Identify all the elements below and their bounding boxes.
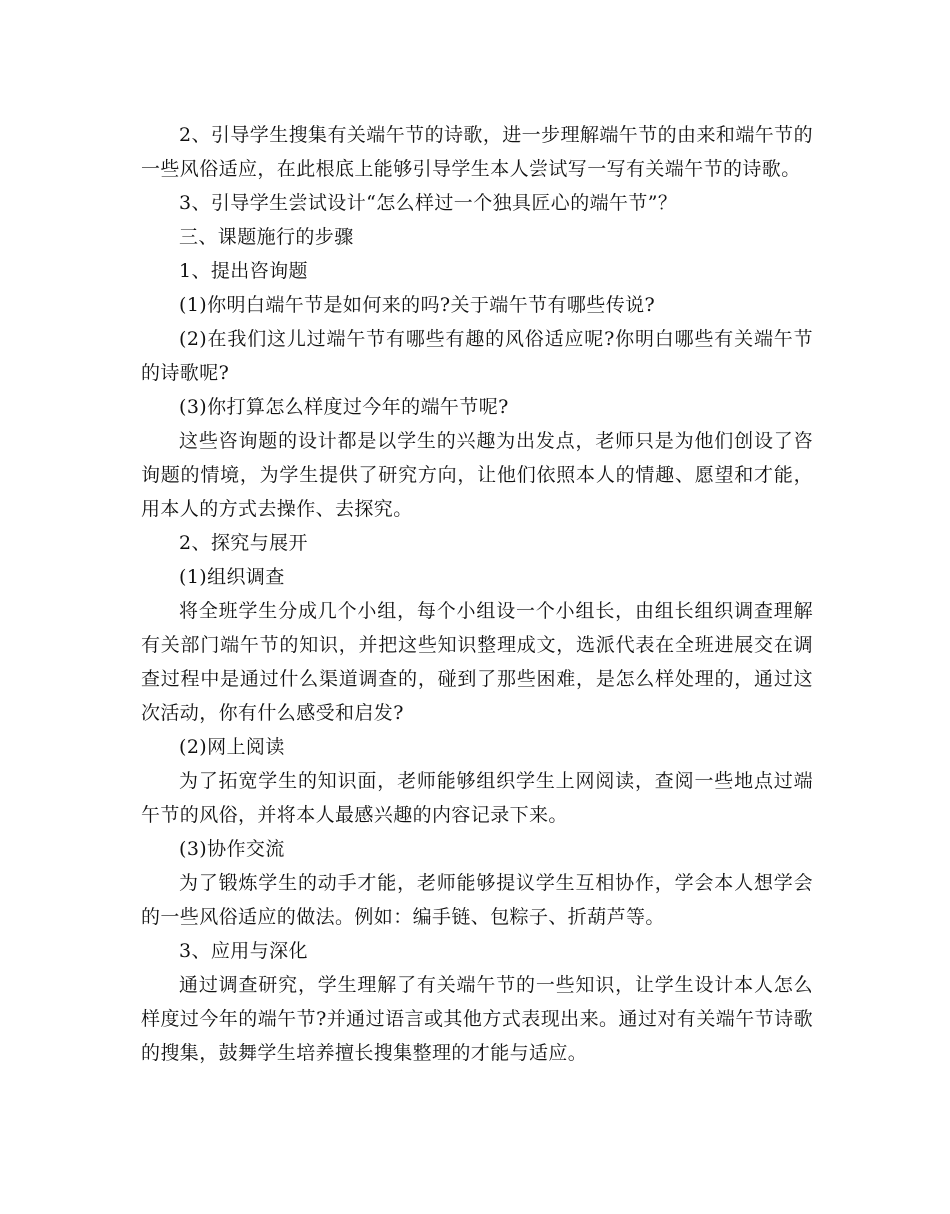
paragraph-item-3: 3、引导学生尝试设计“怎么样过一个独具匠心的端午节”？: [179, 192, 678, 214]
application-paragraph: 通过调查研究，学生理解了有关端午节的一些知识，让学生设计本人怎么样度过今年的端午节?并通过语言或其他方式表现出来。通过对有关端午节诗歌的搜集，鼓舞学生培养擅长搜集整理的才能与适应。: [141, 974, 813, 1064]
subheading-explore-develop: 2、探究与展开: [179, 532, 308, 554]
survey-paragraph: 将全班学生分成几个小组，每个小组设一个小组长，由组长组织调查理解有关部门端午节的知识，并把这些知识整理成文，选派代表在全班进展交在调查过程中是通过什么渠道调查的，碰到了那些困难，是怎么样处理的，通过这次活动，你有什么感受和启发?: [141, 600, 813, 724]
subheading-organize-survey: (1)组织调查: [179, 566, 285, 588]
paragraph-item-2: 2、引导学生搜集有关端午节的诗歌，进一步理解端午节的由来和端午节的一些风俗适应，在此根底上能够引导学生本人尝试写一写有关端午节的诗歌。: [141, 124, 813, 180]
document-body: [141, 118, 813, 1070]
online-reading-paragraph: 为了拓宽学生的知识面，老师能够组织学生上网阅读，查阅一些地点过端午节的风俗，并将本人最感兴趣的内容记录下来。: [141, 770, 813, 826]
questions-explanation-paragraph: 这些咨询题的设计都是以学生的兴趣为出发点，老师只是为他们创设了咨询题的情境，为学生提供了研究方向，让他们依照本人的情趣、愿望和才能，用本人的方式去操作、去探究。: [141, 430, 813, 520]
cooperation-paragraph: 为了锻炼学生的动手才能，老师能够提议学生互相协作，学会本人想学会的一些风俗适应的做法。例如：编手链、包粽子、折葫芦等。: [141, 872, 813, 928]
question-1: (1)你明白端午节是如何来的吗?关于端午节有哪些传说?: [179, 294, 656, 316]
subheading-online-reading: (2)网上阅读: [179, 736, 285, 758]
question-3: (3)你打算怎么样度过今年的端午节呢?: [179, 396, 509, 418]
subheading-application: 3、应用与深化: [179, 940, 308, 962]
section-heading-steps: 三、课题施行的步骤: [179, 226, 354, 248]
subheading-cooperation: (3)协作交流: [179, 838, 285, 860]
question-2: (2)在我们这儿过端午节有哪些有趣的风俗适应呢?你明白哪些有关端午节的诗歌呢?: [141, 328, 813, 384]
subheading-raise-questions: 1、提出咨询题: [179, 260, 308, 282]
